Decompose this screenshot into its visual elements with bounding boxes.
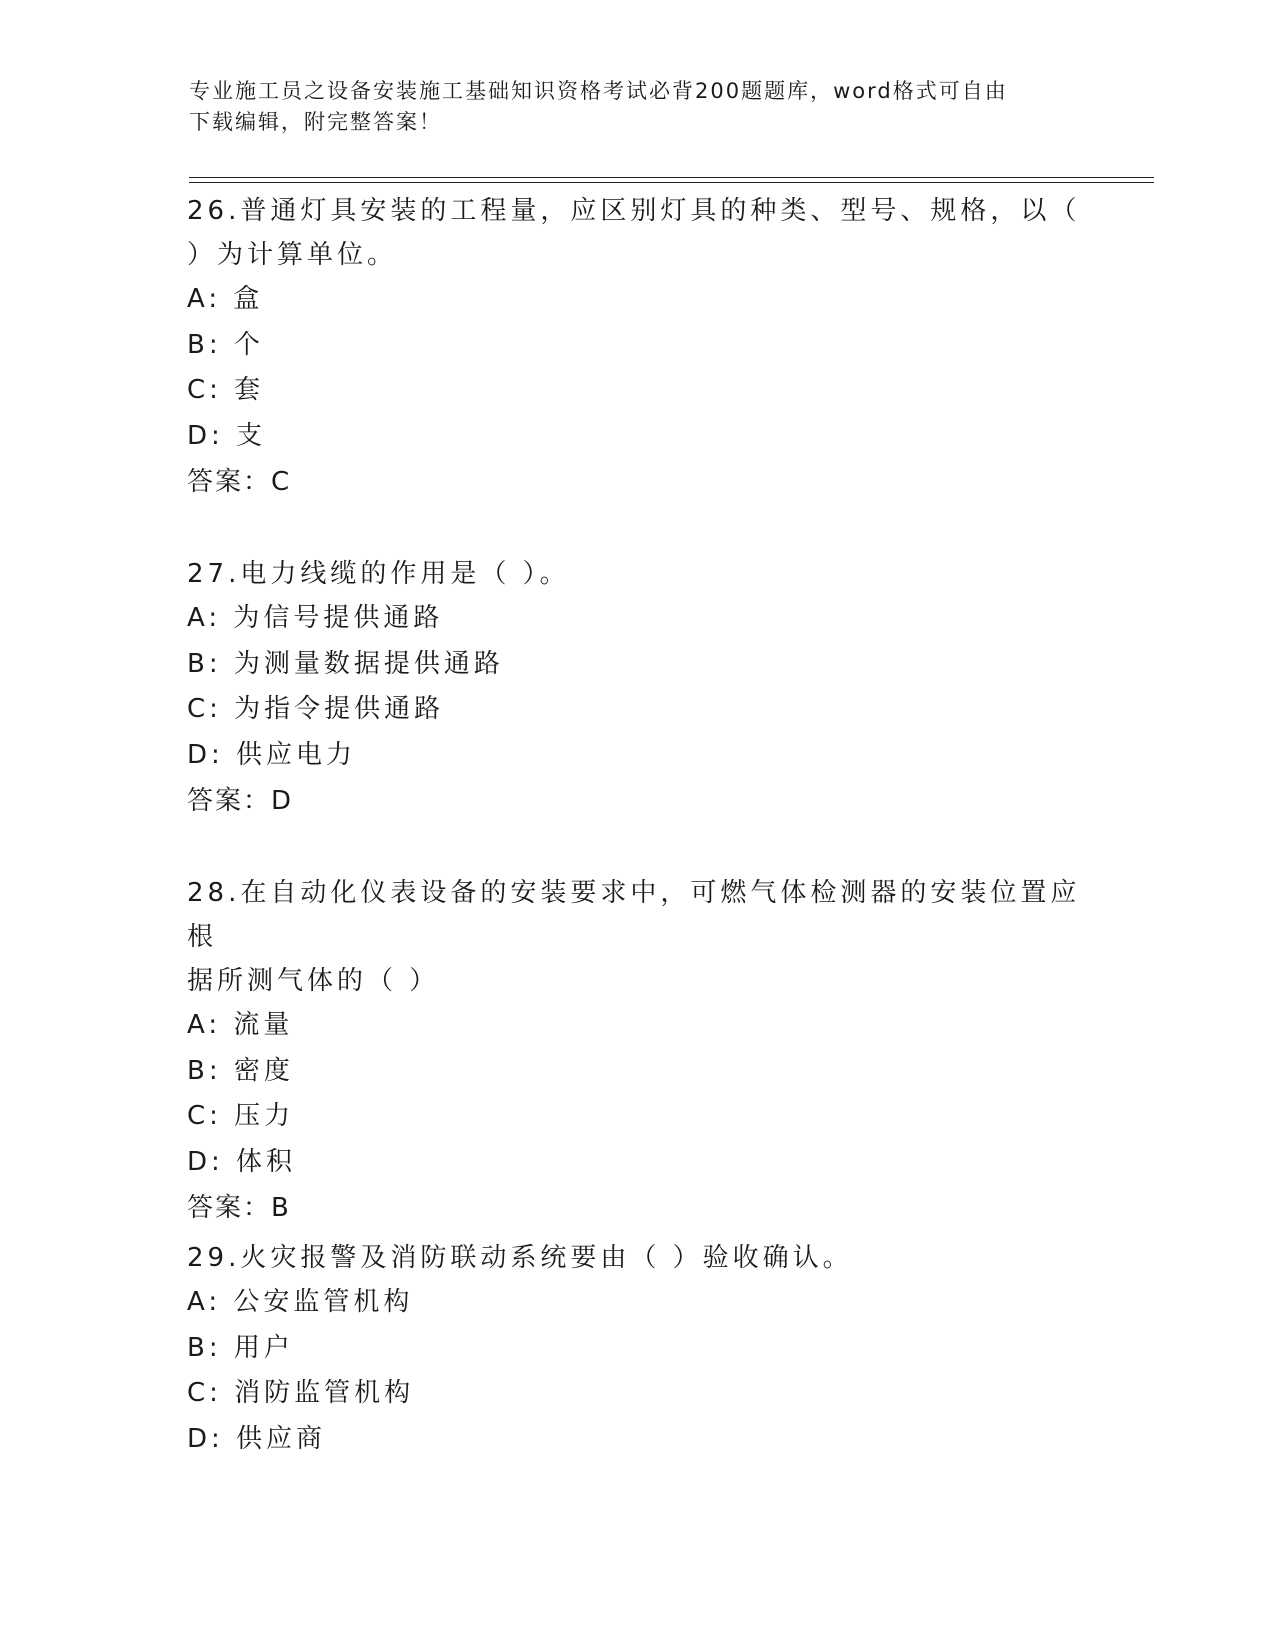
answer: 答案：B: [187, 1193, 291, 1223]
option-b: B: 密度: [187, 1055, 294, 1086]
header-divider-bottom: [189, 182, 1154, 183]
header-line-1: 专业施工员之设备安装施工基础知识资格考试必背200题题库，word格式可自由: [189, 79, 1008, 103]
option-d: D: 支: [187, 420, 267, 451]
question-text: 28.在自动化仪表设备的安装要求中，可燃气体检测器的安装位置应根: [187, 878, 1081, 952]
option-c: C: 压力: [187, 1101, 295, 1131]
header-divider-top: [189, 177, 1154, 178]
header-line-2: 下载编辑，附完整答案！: [189, 110, 442, 134]
question-text: 27.电力线缆的作用是（ ）。: [187, 559, 570, 589]
answer: 答案：C: [187, 467, 292, 497]
question-28: [187, 871, 1087, 1231]
option-b: B: 个: [187, 329, 264, 360]
option-d: D: 体积: [187, 1146, 297, 1177]
option-a: A: 盒: [187, 284, 264, 314]
question-text: 29.火灾报警及消防联动系统要由（ ）验收确认。: [187, 1243, 853, 1273]
question-29: [187, 1236, 1087, 1462]
option-b: B: 用户: [187, 1332, 294, 1363]
question-26: [187, 189, 1087, 505]
option-d: D: 供应电力: [187, 739, 357, 770]
option-d: D: 供应商: [187, 1423, 327, 1454]
option-a: A: 公安监管机构: [187, 1287, 414, 1317]
answer: 答案：D: [187, 786, 294, 816]
option-c: C: 套: [187, 375, 265, 405]
question-27: [187, 552, 1087, 824]
question-text: 26.普通灯具安装的工程量，应区别灯具的种类、型号、规格，以（: [187, 196, 1081, 226]
document-header: [189, 76, 1089, 138]
question-text-continued: 据所测气体的（ ）: [187, 966, 440, 996]
question-text-continued: ）为计算单位。: [187, 240, 398, 270]
option-a: A: 流量: [187, 1010, 294, 1040]
option-c: C: 消防监管机构: [187, 1378, 415, 1408]
option-a: A: 为信号提供通路: [187, 603, 444, 633]
option-b: B: 为测量数据提供通路: [187, 648, 504, 679]
option-c: C: 为指令提供通路: [187, 694, 445, 724]
